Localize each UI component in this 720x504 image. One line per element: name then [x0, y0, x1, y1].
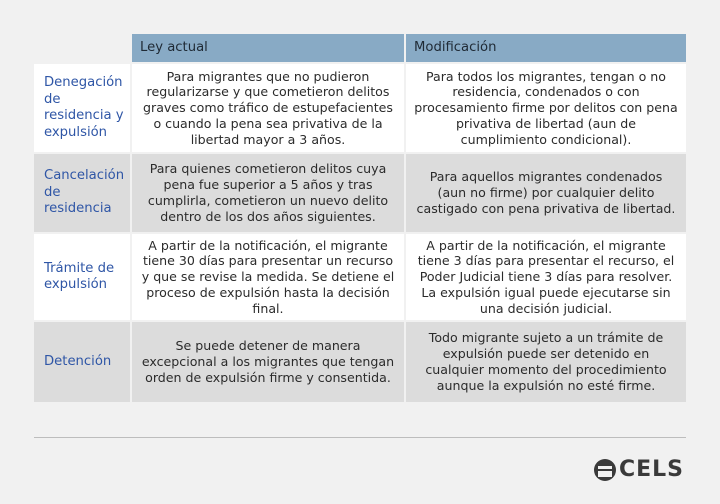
- table-row: [34, 152, 686, 232]
- cell-modificacion: A partir de la notificación, el migrante tiene 3 días para presentar el recurso, el Poder Judicial tiene 3 días para resolver. La expulsión igual puede ejecutarse sin una decisión judicial.: [406, 234, 686, 320]
- row-label-detencion: Detención: [34, 322, 130, 402]
- table-row: [34, 232, 686, 320]
- header-ley-actual: Ley actual: [132, 34, 404, 62]
- row-label-cancelacion: Cancelación de residencia: [34, 154, 130, 232]
- cels-logo-icon: [594, 459, 616, 481]
- cels-logo: [594, 457, 684, 482]
- footer-divider: [34, 437, 686, 438]
- table-row: [34, 320, 686, 402]
- cell-ley-actual: Se puede detener de manera excepcional a los migrantes que tengan orden de expulsión firme y consentida.: [132, 322, 404, 402]
- table-header-row: [34, 34, 686, 62]
- cell-ley-actual: A partir de la notificación, el migrante tiene 30 días para presentar un recurso y que se revise la medida. Se detiene el proceso de expulsión hasta la decisión final.: [132, 234, 404, 320]
- cell-modificacion: Para aquellos migrantes condenados (aun no firme) por cualquier delito castigado con pena privativa de libertad.: [406, 154, 686, 232]
- table-row: [34, 62, 686, 152]
- cell-modificacion: Para todos los migrantes, tengan o no residencia, condenados o con procesamiento firme por delitos con pena privativa de libertad (aun de cumplimiento condicional).: [406, 64, 686, 152]
- cell-ley-actual: Para migrantes que no pudieron regularizarse y que cometieron delitos graves como tráfico de estupefacientes o cuando la pena sea privativa de la libertad mayor a 3 años.: [132, 64, 404, 152]
- comparison-table: [34, 34, 686, 402]
- logo-text: CELS: [618, 457, 684, 482]
- header-modificacion: Modificación: [406, 34, 686, 62]
- header-empty-cell: [34, 34, 130, 62]
- row-label-denegacion: Denegación de residencia y expulsión: [34, 64, 130, 152]
- cell-modificacion: Todo migrante sujeto a un trámite de expulsión puede ser detenido en cualquier momento del procedimiento aunque la expulsión no esté firme.: [406, 322, 686, 402]
- row-label-tramite: Trámite de expulsión: [34, 234, 130, 320]
- cell-ley-actual: Para quienes cometieron delitos cuya pena fue superior a 5 años y tras cumplirla, cometieron un nuevo delito dentro de los dos años siguientes.: [132, 154, 404, 232]
